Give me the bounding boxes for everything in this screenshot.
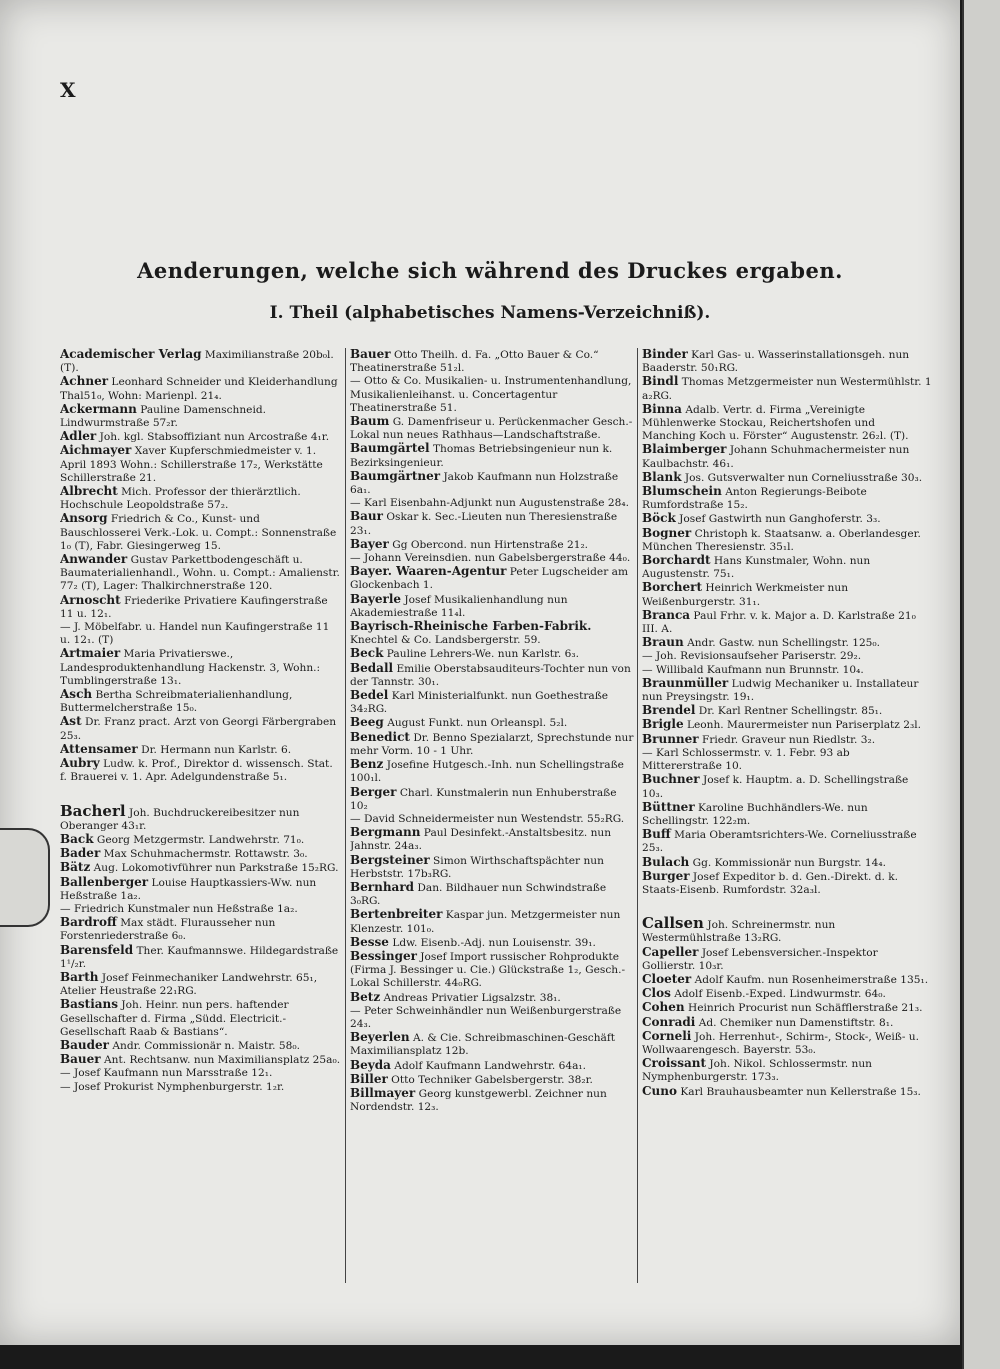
entry-text: Friedr. Graveur nun Riedlstr. 3₂.	[701, 733, 876, 746]
entry-text: Peter Lugscheider am Glockenbach 1.	[350, 566, 628, 592]
entry-name: Baum	[350, 414, 390, 429]
entry-name: Bardroff	[60, 915, 117, 930]
page-number: X	[60, 78, 76, 102]
entry-name: Blaimberger	[642, 442, 727, 457]
entry-name: Borchardt	[642, 553, 711, 568]
entry-text: Josef Musikalienhandlung nun Akademiestraße 11₄l.	[350, 593, 568, 619]
directory-entry	[350, 716, 634, 730]
directory-entry	[60, 430, 342, 444]
entry-name: Bogner	[642, 525, 692, 540]
entry-name: Attensamer	[60, 741, 138, 756]
entry-text: Knechtel & Co. Landsbergerstr. 59.	[350, 634, 541, 647]
entry-name: Beyerlen	[350, 1030, 410, 1045]
directory-entry	[642, 375, 932, 402]
entry-name: Achner	[60, 374, 109, 389]
entry-name: Binna	[642, 401, 682, 416]
entry-text: Maximilianstraße 20b₀l. (T).	[60, 349, 334, 375]
directory-entry	[350, 565, 634, 592]
directory-entry	[642, 609, 932, 636]
entry-name: Benz	[350, 757, 384, 772]
directory-entry	[350, 758, 634, 785]
directory-entry	[60, 647, 342, 688]
entry-text: Josef k. Hauptm. a. D. Schellingstraße 10₃.	[642, 774, 909, 800]
directory-entry	[642, 581, 932, 608]
directory-entry	[350, 348, 634, 375]
directory-entry	[642, 914, 932, 945]
directory-entry	[60, 801, 342, 833]
entry-name: Bätz	[60, 860, 91, 875]
adjacent-page-edge	[962, 0, 1000, 1369]
directory-entry	[642, 527, 932, 554]
directory-entry	[60, 594, 342, 621]
entry-name: Buchner	[642, 772, 700, 787]
entry-text: Emilie Oberstabsauditeurs-Tochter nun von der Tannstr. 30₁.	[350, 662, 631, 688]
entry-text: Charl. Kunstmalerin nun Enhuberstraße 10₂	[350, 786, 617, 812]
entry-name: Ast	[60, 714, 82, 729]
entry-text: Josef Lebensversicher.-Inspektor Gollierstr. 10₃r.	[642, 946, 878, 972]
entry-text: — Josef Prokurist Nymphenburgerstr. 1₂r.	[60, 1080, 285, 1093]
entry-text: Thomas Betriebsingenieur nun k. Bezirksingenieur.	[350, 443, 613, 469]
entry-name: Büttner	[642, 799, 695, 814]
entry-text: Adolf Kaufmann Landwehrstr. 64a₁.	[394, 1059, 587, 1072]
directory-entry	[350, 470, 634, 497]
directory-entry	[350, 375, 634, 415]
entry-text: Adolf Eisenb.-Exped. Lindwurmstr. 64₀.	[674, 988, 886, 1001]
entry-name: Bedall	[350, 660, 394, 675]
directory-entry	[642, 485, 932, 512]
entry-text: Ludw. k. Prof., Direktor d. wissensch. Stat. f. Brauerei v. 1. Apr. Adelgundenstraße 5₁.	[60, 758, 333, 784]
entry-name: Callsen	[642, 914, 704, 933]
entry-text: Otto Theilh. d. Fa. „Otto Bauer & Co.“ Theatinerstraße 51₂l.	[350, 349, 599, 375]
entry-text: — Johann Vereinsdien. nun Gabelsbergerstraße 44₀.	[350, 552, 631, 565]
entry-text: Otto Techniker Gabelsbergerstr. 38₂r.	[391, 1073, 593, 1086]
entry-text: Gg Obercond. nun Hirtenstraße 21₂.	[392, 538, 589, 551]
entry-name: Brendel	[642, 703, 696, 718]
entry-text: Kaspar jun. Metzgermeister nun Klenzestr. 101₀.	[350, 909, 621, 935]
entry-text: Johann Schuhmachermeister nun Kaulbachstr. 46₁.	[642, 444, 910, 470]
directory-entry	[350, 950, 634, 991]
directory-entry	[60, 876, 342, 903]
directory-entry	[350, 593, 634, 620]
directory-entry	[642, 1030, 932, 1057]
entry-name: Binder	[642, 348, 688, 361]
entry-text: Maria Privatierswe., Landesproduktenhandlung Hackenstr. 3, Wohn.: Tumblingerstraße 13₁.	[60, 648, 321, 687]
directory-entry	[642, 348, 932, 375]
entry-text: Joh. Heinr. nun pers. haftender Gesellschafter d. Firma „Südd. Electricit.-Gesellschaft Raab & Bastians“.	[60, 999, 289, 1038]
entry-text: Dr. Benno Spezialarzt, Sprechstunde nur mehr Vorm. 10 - 1 Uhr.	[350, 731, 634, 757]
directory-entry	[60, 971, 342, 998]
entry-text: Maria Oberamtsrichters-We. Corneliusstraße 25₃.	[642, 829, 917, 855]
entry-text: Jos. Gutsverwalter nun Corneliusstraße 30₃.	[684, 471, 923, 484]
entry-name: Baumgärtel	[350, 441, 430, 456]
entry-text: — Willibald Kaufmann nun Brunnstr. 10₄.	[642, 663, 864, 676]
entry-text: Josef Feinmechaniker Landwehrstr. 65₁, Atelier Heustraße 22₁RG.	[60, 971, 318, 998]
entry-text: — Friedrich Kunstmaler nun Heßstraße 1a₂.	[60, 902, 298, 915]
entry-text: Jakob Kaufmann nun Holzstraße 6a₁.	[350, 470, 619, 497]
directory-entry	[350, 881, 634, 908]
directory-entry	[60, 375, 342, 402]
entry-text: Andr. Commissionär n. Maistr. 58₀.	[112, 1039, 300, 1052]
directory-entry	[642, 1001, 932, 1015]
directory-entry	[350, 1087, 634, 1114]
entry-text: — Peter Schweinhändler nun Weißenburgerstraße 24₃.	[350, 1004, 622, 1030]
entry-text: Gustav Parkettbodengeschäft u. Baumaterialienhandl., Wohn. u. Compt.: Amalienstr. 77₂ (T), Lager: Thalkirchnerstraße 120.	[60, 554, 340, 593]
directory-entry	[60, 944, 342, 971]
directory-entry	[350, 647, 634, 661]
entry-text: Pauline Lehrers-We. nun Karlstr. 6₃.	[386, 648, 579, 661]
entry-text: Josefine Hutgesch.-Inh. nun Schellingstraße 100₁l.	[350, 759, 624, 785]
entry-text: Christoph k. Staatsanw. a. Oberlandesger. München Theresienstr. 35₁l.	[642, 527, 921, 553]
entry-name: Brigle	[642, 717, 684, 732]
column-1	[60, 348, 342, 1283]
entry-text: — Joh. Revisionsaufseher Pariserstr. 29₂.	[642, 650, 862, 663]
entry-name: Aubry	[60, 756, 100, 771]
entry-name: Blumschein	[642, 484, 722, 499]
directory-entry	[642, 870, 932, 897]
entry-name: Betz	[350, 989, 381, 1004]
entry-text: — Karl Eisenbahn-Adjunkt nun Augustenstraße 28₄.	[350, 497, 629, 510]
entry-text: Joh. Herrenhut-, Schirm-, Stock-, Weiß- u. Wollwaarengesch. Bayerstr. 53₀.	[642, 1030, 919, 1056]
entry-text: Paul Frhr. v. k. Major a. D. Karlstraße 21₀ III. A.	[642, 609, 916, 636]
directory-entry	[60, 444, 342, 485]
entry-name: Cuno	[642, 1083, 678, 1098]
directory-entry	[60, 512, 342, 553]
entry-name: Bindl	[642, 374, 679, 389]
entry-name: Anwander	[60, 552, 128, 567]
directory-entry	[642, 677, 932, 704]
entry-name: Academischer Verlag	[60, 348, 202, 361]
entry-text: — Josef Kaufmann nun Marsstraße 12₁.	[60, 1067, 273, 1080]
directory-entry	[642, 554, 932, 581]
entry-text: Anton Regierungs-Beibote Rumfordstraße 15₂.	[642, 486, 867, 512]
entry-name: Bedel	[350, 688, 389, 703]
entry-text: Ldw. Eisenb.-Adj. nun Louisenstr. 39₁.	[392, 936, 596, 949]
directory-entry	[642, 946, 932, 973]
directory-entry	[642, 747, 932, 773]
directory-entry	[60, 348, 342, 375]
entry-name: Bergmann	[350, 825, 421, 840]
entry-text: Max Schuhmachermstr. Rottawstr. 3₀.	[103, 848, 308, 861]
directory-entry	[350, 854, 634, 881]
entry-text: Ant. Rechtsanw. nun Maximiliansplatz 25a₀.	[103, 1054, 341, 1067]
directory-entry	[350, 510, 634, 537]
entry-name: Bauer	[60, 1052, 101, 1067]
directory-entry	[642, 856, 932, 870]
entry-name: Cohen	[642, 1000, 685, 1015]
entry-text: Ther. Kaufmannswe. Hildegardstraße 1¹/₂r.	[60, 944, 339, 970]
entry-text: Josef Expeditor b. d. Gen.-Direkt. d. k. Staats-Eisenb. Rumfordstr. 32a₃l.	[642, 870, 898, 896]
directory-entry	[60, 485, 342, 512]
directory-entry	[60, 688, 342, 715]
entry-name: Bulach	[642, 854, 690, 869]
entry-text: Gg. Kommissionär nun Burgstr. 14₄.	[692, 856, 886, 869]
entry-name: Borchert	[642, 580, 702, 595]
entry-name: Barensfeld	[60, 942, 134, 957]
entry-text: Mich. Professor der thierärztlich. Hochschule Leopoldstraße 57₂.	[60, 486, 301, 512]
directory-entry	[350, 908, 634, 935]
directory-entry	[60, 861, 342, 875]
entry-name: Berger	[350, 784, 397, 799]
directory-entry	[350, 936, 634, 950]
entry-text: Joh. Schreinermstr. nun Westermühlstraße 13₂RG.	[642, 919, 836, 945]
entry-text: Simon Wirthschaftspächter nun Herbststr. 17b₃RG.	[350, 854, 604, 880]
page-title: Aenderungen, welche sich während des Druckes ergaben.	[137, 258, 843, 283]
entry-text: Ad. Chemiker nun Damenstiftstr. 8₁.	[698, 1016, 894, 1029]
directory-entry	[60, 847, 342, 861]
directory-entry	[60, 833, 342, 847]
entry-name: Buff	[642, 827, 671, 842]
entry-name: Bertenbreiter	[350, 907, 443, 922]
directory-entry	[350, 538, 634, 552]
directory-entry	[60, 1081, 342, 1094]
entry-name: Beeg	[350, 715, 384, 730]
directory-entry	[642, 718, 932, 732]
entry-text: Xaver Kupferschmiedmeister v. 1. April 1893 Wohn.: Schillerstraße 17₂, Werkstätte Schillerstraße 21.	[60, 445, 323, 484]
entry-text: A. & Cie. Schreibmaschinen-Geschäft Maximiliansplatz 12b.	[350, 1032, 616, 1058]
entry-name: Bayer. Waaren-Agentur	[350, 564, 507, 579]
directory-entry	[642, 1016, 932, 1030]
entry-name: Braun	[642, 635, 684, 650]
directory-entry	[642, 773, 932, 800]
entry-text: Paul Desinfekt.-Anstaltsbesitz. nun Jahnstr. 24a₃.	[350, 827, 612, 853]
entry-text: Oskar k. Sec.-Lieuten nun Theresienstraße 23₁.	[350, 511, 618, 537]
entry-text: Thomas Metzgermeister nun Westermühlstr. 1 a₂RG.	[642, 376, 932, 402]
directory-entry	[642, 828, 932, 855]
entry-name: Beyda	[350, 1057, 391, 1072]
entry-text: G. Damenfriseur u. Perückenmacher Gesch.-Lokal nun neues Rathhaus—Landschaftstraße.	[350, 416, 633, 442]
entry-name: Brunner	[642, 731, 699, 746]
directory-entry	[350, 731, 634, 758]
entry-name: Bessinger	[350, 948, 417, 963]
entry-name: Biller	[350, 1071, 388, 1086]
entry-name: Croissant	[642, 1056, 706, 1071]
entry-text: — J. Möbelfabr. u. Handel nun Kaufingerstraße 11 u. 12₁. (T)	[60, 621, 330, 647]
directory-entry	[60, 1053, 342, 1067]
entry-text: Josef Gastwirth nun Ganghoferstr. 3₃.	[679, 513, 881, 526]
entry-name: Barth	[60, 969, 99, 984]
entry-name: Capeller	[642, 944, 699, 959]
entry-name: Artmaier	[60, 646, 121, 661]
entry-name: Cloeter	[642, 971, 692, 986]
directory-entry	[350, 991, 634, 1005]
entry-name: Bader	[60, 846, 101, 861]
entry-name: Besse	[350, 934, 389, 949]
directory-entry	[350, 442, 634, 469]
page-subtitle: I. Theil (alphabetisches Namens-Verzeichniß).	[269, 303, 711, 323]
binding-tab	[0, 828, 50, 927]
directory-entry	[350, 826, 634, 853]
entry-text: Max städt. Flurausseher nun Forstenriederstraße 6₀.	[60, 917, 276, 943]
entry-name: Baumgärtner	[350, 468, 441, 483]
directory-entry	[60, 403, 342, 430]
directory-entry	[642, 987, 932, 1001]
directory-entry	[642, 733, 932, 747]
entry-text: Georg kunstgewerbl. Zeichner nun Nordendstr. 12₃.	[350, 1087, 607, 1114]
directory-entry	[642, 403, 932, 444]
entry-text: Josef Import russischer Rohprodukte (Firma J. Bessinger u. Cie.) Glückstraße 1₂, Gesch.-Lokal Schillerstr. 44₀RG.	[350, 950, 626, 990]
entry-text: Friedrich & Co., Kunst- und Bauschlosserei Verk.-Lok. u. Compt.: Sonnenstraße 1₀ (T), Fabr. Giesingerweg 15.	[60, 513, 337, 552]
column-divider	[637, 348, 638, 1283]
entry-text: Karl Ministerialfunkt. nun Goethestraße 34₂RG.	[350, 690, 609, 716]
entry-text: Friederike Privatiere Kaufingerstraße 11 u. 12₁.	[60, 594, 328, 620]
entry-text: Bertha Schreibmaterialienhandlung, Buttermelcherstraße 15₀.	[60, 689, 293, 715]
entry-name: Corneli	[642, 1028, 692, 1043]
entry-text: Heinrich Procurist nun Schäfflerstraße 21₃.	[688, 1002, 923, 1015]
entry-name: Bayrisch-Rheinische Farben-Fabrik.	[350, 619, 592, 634]
entry-name: Arnoscht	[60, 592, 121, 607]
entry-name: Aichmayer	[60, 443, 132, 458]
directory-entry	[350, 415, 634, 442]
entry-name: Back	[60, 831, 94, 846]
entry-text: Heinrich Werkmeister nun Weißenburgerstr. 31₁.	[642, 582, 849, 608]
directory-entry	[642, 1057, 932, 1084]
entry-name: Albrecht	[60, 484, 118, 499]
directory-entry	[60, 998, 342, 1039]
entry-text: Joh. Nikol. Schlossermstr. nun Nymphenburgerstr. 173₃.	[642, 1058, 872, 1084]
directory-entry	[642, 1085, 932, 1099]
entry-name: Ansorg	[60, 511, 108, 526]
directory-entry	[350, 1005, 634, 1031]
entry-text: Georg Metzgermstr. Landwehrstr. 71₀.	[96, 833, 305, 846]
entry-name: Bayer	[350, 536, 389, 551]
entry-name: Burger	[642, 868, 690, 883]
entry-text: Dr. Hermann nun Karlstr. 6.	[141, 743, 292, 756]
entry-text: Andreas Privatier Ligsalzstr. 38₁.	[383, 991, 561, 1004]
entry-text: Adalb. Vertr. d. Firma „Vereinigte Mühlenwerke Stockau, Reichertshofen und Manching Koch u. Förster“ Augustenstr. 26₂l. (T).	[642, 403, 909, 443]
entry-name: Baur	[350, 509, 383, 524]
directory-entry	[60, 743, 342, 757]
entry-name: Conradi	[642, 1014, 696, 1029]
entry-text: Andr. Gastw. nun Schellingstr. 125₀.	[687, 637, 881, 650]
entry-name: Benedict	[350, 729, 410, 744]
entry-text: Leonh. Maurermeister nun Pariserplatz 2₃l.	[686, 719, 921, 732]
entry-text: — David Schneidermeister nun Westendstr. 55₂RG.	[350, 812, 625, 825]
directory-entry	[642, 443, 932, 470]
entry-name: Ackermann	[60, 401, 137, 416]
entry-text: Leonhard Schneider und Kleiderhandlung Thal51₀, Wohn: Marienpl. 21₄.	[60, 376, 338, 402]
column-divider	[345, 348, 346, 1283]
directory-entry	[60, 916, 342, 943]
directory-entry	[60, 715, 342, 742]
directory-entry	[642, 636, 932, 650]
column-2	[350, 348, 634, 1283]
entry-name: Bauer	[350, 348, 391, 361]
directory-entry	[350, 1059, 634, 1073]
column-3	[642, 348, 932, 1283]
entry-text: Karl Brauhausbeamter nun Kellerstraße 15₃.	[680, 1085, 921, 1098]
entry-name: Bernhard	[350, 879, 415, 894]
entry-text: Pauline Damenschneid. Lindwurmstraße 57₂r.	[60, 403, 266, 430]
entry-name: Billmayer	[350, 1085, 416, 1100]
directory-entry	[350, 662, 634, 689]
entry-name: Böck	[642, 511, 676, 526]
entry-name: Adler	[60, 429, 97, 444]
directory-entry	[642, 471, 932, 485]
directory-entry	[60, 621, 342, 647]
entry-name: Asch	[60, 687, 93, 702]
entry-text: — Otto & Co. Musikalien- u. Instrumentenhandlung, Musikalienleihanst. u. Concertagentur Theatinerstraße 51.	[350, 375, 632, 414]
entry-name: Bacherl	[60, 801, 126, 820]
directory-entry	[350, 497, 634, 510]
entry-name: Beck	[350, 646, 384, 661]
entry-text: Adolf Kaufm. nun Rosenheimerstraße 135₁.	[694, 973, 929, 986]
directory-entry	[350, 786, 634, 813]
directory-entry	[60, 757, 342, 784]
directory-entry	[642, 973, 932, 987]
entry-text: Dr. Karl Rentner Schellingstr. 85₁.	[698, 705, 883, 718]
entry-name: Blank	[642, 469, 682, 484]
entry-text: August Funkt. nun Orleanspl. 5₂l.	[387, 717, 568, 730]
directory-entry	[642, 704, 932, 718]
directory-entry	[60, 1039, 342, 1053]
entry-text: Karl Gas- u. Wasserinstallationsgeh. nun Baaderstr. 50₁RG.	[642, 349, 910, 375]
entry-name: Braunmüller	[642, 675, 729, 690]
entry-name: Clos	[642, 986, 671, 1001]
directory-entry	[60, 1067, 342, 1080]
entry-text: Aug. Lokomotivführer nun Parkstraße 15₂RG.	[93, 862, 339, 875]
entry-name: Branca	[642, 607, 691, 622]
entry-text: Ludwig Mechaniker u. Installateur nun Preysingstr. 19₁.	[642, 677, 919, 704]
directory-entry	[642, 650, 932, 663]
entry-text: — Karl Schlossermstr. v. 1. Febr. 93 ab Mittererstraße 10.	[642, 746, 850, 773]
entry-text: Joh. Buchdruckereibesitzer nun Oberanger 43₁r.	[60, 806, 300, 832]
entry-text: Hans Kunstmaler, Wohn. nun Augustenstr. 75₁.	[642, 555, 871, 581]
entry-name: Bergsteiner	[350, 852, 430, 867]
entry-name: Bauder	[60, 1037, 109, 1052]
directory-entry	[642, 512, 932, 526]
directory-entry	[350, 1073, 634, 1087]
directory-entry	[350, 1031, 634, 1058]
directory-entry	[350, 620, 634, 647]
entry-name: Bayerle	[350, 591, 402, 606]
entry-text: Dr. Franz pract. Arzt von Georgi Färbergraben 25₃.	[60, 716, 337, 742]
entry-text: Karoline Buchhändlers-We. nun Schellingstr. 122₂m.	[642, 801, 868, 827]
entry-name: Ballenberger	[60, 874, 149, 889]
entry-text: Dan. Bildhauer nun Schwindstraße 3₀RG.	[350, 881, 607, 908]
directory-entry	[350, 689, 634, 716]
directory-entry	[642, 801, 932, 828]
directory-entry	[60, 553, 342, 594]
entry-text: Louise Hauptkassiers-Ww. nun Heßstraße 1a₂.	[60, 876, 317, 902]
entry-text: Joh. kgl. Stabsoffiziant nun Arcostraße 4₁r.	[99, 431, 330, 444]
entry-name: Bastians	[60, 997, 119, 1012]
